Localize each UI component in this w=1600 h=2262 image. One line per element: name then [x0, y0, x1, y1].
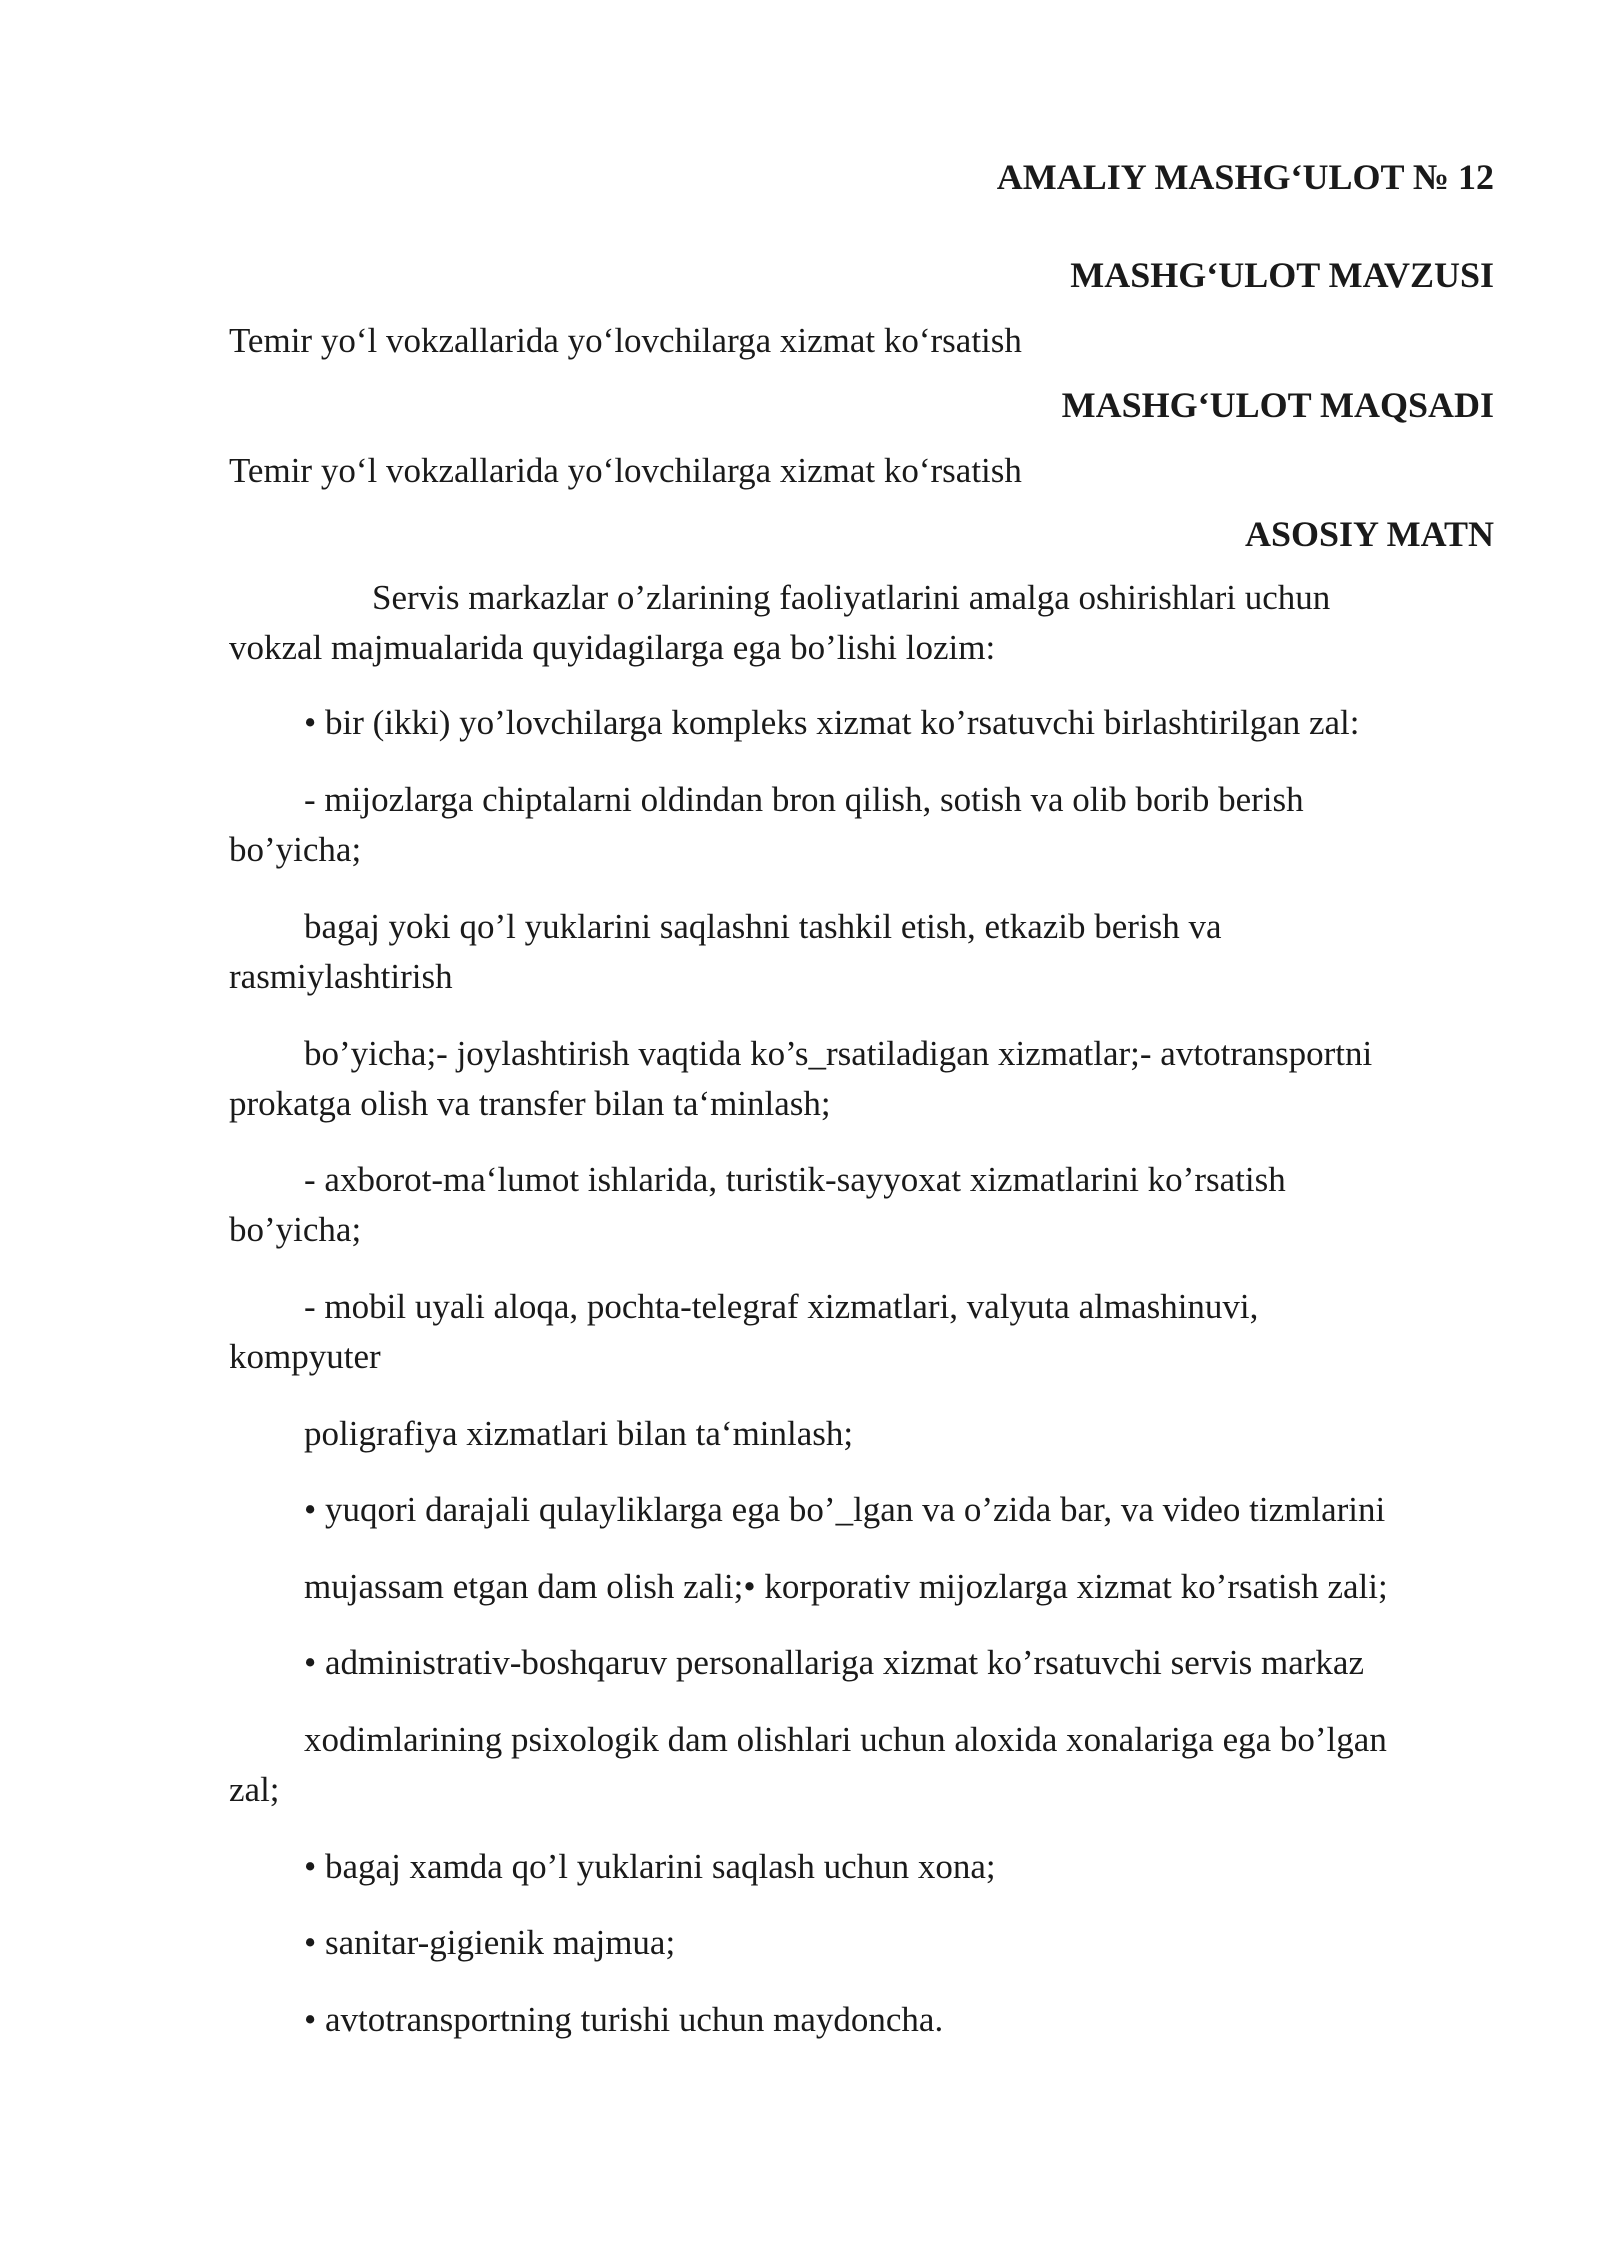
list-item: bo’yicha;	[229, 1210, 362, 1249]
document-title: AMALIY MASHG‘ULOT № 12	[996, 157, 1494, 197]
list-item: - mijozlarga chiptalarni oldindan bron qilish, sotish va olib borib berish	[304, 780, 1304, 819]
list-item: • yuqori darajali qulayliklarga ega bo’_lgan va o’zida bar, va video tizmlarini	[304, 1490, 1386, 1529]
list-item: - mobil uyali aloqa, pochta-telegraf xizmatlari, valyuta almashinuvi,	[304, 1287, 1259, 1326]
intro-line: vokzal majmualarida quyidagilarga ega bo’lishi lozim:	[229, 628, 996, 667]
list-item: prokatga olish va transfer bilan ta‘minlash;	[229, 1084, 831, 1123]
list-item: zal;	[229, 1770, 280, 1809]
list-item: - axborot-ma‘lumot ishlarida, turistik-sayyoxat xizmatlarini ko’rsatish	[304, 1160, 1286, 1199]
intro-line: Servis markazlar o’zlarining faoliyatlarini amalga oshirishlari uchun	[372, 578, 1331, 617]
list-item: poligrafiya xizmatlari bilan ta‘minlash;	[304, 1414, 854, 1453]
list-item: mujassam etgan dam olish zali;• korporativ mijozlarga xizmat ko’rsatish zali;	[304, 1567, 1388, 1606]
topic-text: Temir yo‘l vokzallarida yo‘lovchilarga xizmat ko‘rsatish	[229, 321, 1022, 360]
goal-heading: MASHG‘ULOT MAQSADI	[1061, 385, 1494, 425]
main-heading: ASOSIY MATN	[1244, 514, 1494, 554]
list-item: rasmiylashtirish	[229, 957, 453, 996]
list-item: bagaj yoki qo’l yuklarini saqlashni tashkil etish, etkazib berish va	[304, 907, 1222, 946]
list-item: • sanitar-gigienik majmua;	[304, 1923, 676, 1962]
list-item: bo’yicha;	[229, 830, 362, 869]
list-item: xodimlarining psixologik dam olishlari uchun aloxida xonalariga ega bo’lgan	[304, 1720, 1387, 1759]
list-item: • bagaj xamda qo’l yuklarini saqlash uchun xona;	[304, 1847, 996, 1886]
goal-text: Temir yo‘l vokzallarida yo‘lovchilarga xizmat ko‘rsatish	[229, 451, 1022, 490]
list-item: bo’yicha;- joylashtirish vaqtida ko’s_rsatiladigan xizmatlar;- avtotransportni	[304, 1034, 1373, 1073]
list-item: • administrativ-boshqaruv personallariga xizmat ko’rsatuvchi servis markaz	[304, 1643, 1364, 1682]
topic-heading: MASHG‘ULOT MAVZUSI	[1070, 255, 1494, 295]
list-item: • bir (ikki) yo’lovchilarga kompleks xizmat ko’rsatuvchi birlashtirilgan zal:	[304, 703, 1360, 742]
list-item: kompyuter	[229, 1337, 381, 1376]
list-item: • avtotransportning turishi uchun maydoncha.	[304, 2000, 944, 2039]
